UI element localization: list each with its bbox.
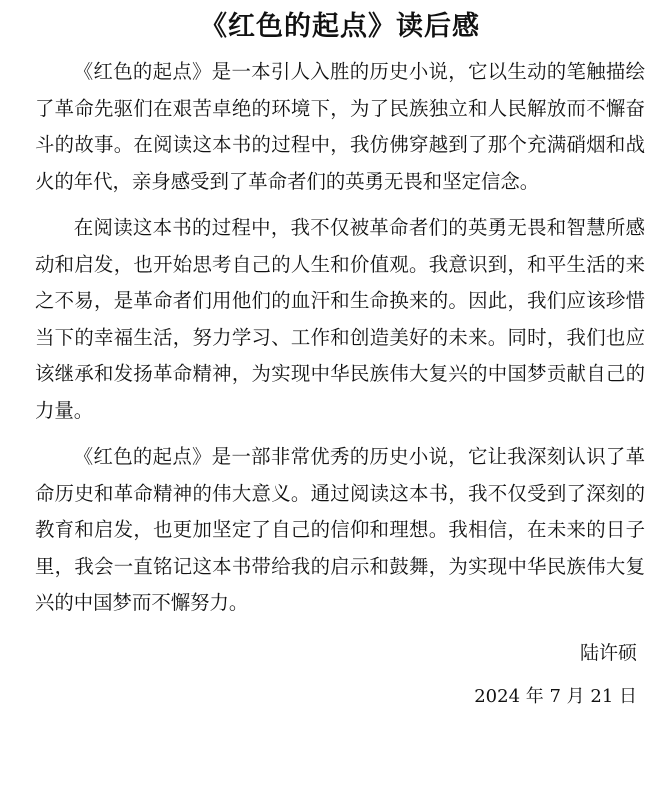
paragraph-3: 《红色的起点》是一部非常优秀的历史小说，它让我深刻认识了革命历史和革命精神的伟大意义。通过阅读这本书，我不仅受到了深刻的教育和启发，也更加坚定了自己的信仰和理想。我相信，在未来的日子里，我会一直铭记这本书带给我的启示和鼓舞，为实现中华民族伟大复兴的中国梦而不懈努力。 <box>35 445 645 614</box>
document-date: 2024 年 7 月 21 日 <box>474 685 637 707</box>
document-title: 《红色的起点》读后感 <box>200 11 480 42</box>
paragraph-1: 《红色的起点》是一本引人入胜的历史小说，它以生动的笔触描绘了革命先驱们在艰苦卓绝的环境下，为了民族独立和人民解放而不懈奋斗的故事。在阅读这本书的过程中，我仿佛穿越到了那个充满硝烟和战火的年代，亲身感受到了革命者们的英勇无畏和坚定信念。 <box>35 60 645 193</box>
author-signature: 陆许硕 <box>579 641 637 664</box>
paragraph-2: 在阅读这本书的过程中，我不仅被革命者们的英勇无畏和智慧所感动和启发，也开始思考自己的人生和价值观。我意识到，和平生活的来之不易，是革命者们用他们的血汗和生命换来的。因此，我们应该珍惜当下的幸福生活，努力学习、工作和创造美好的未来。同时，我们也应该继承和发扬革命精神，为实现中华民族伟大复兴的中国梦贡献自己的力量。 <box>35 216 645 422</box>
